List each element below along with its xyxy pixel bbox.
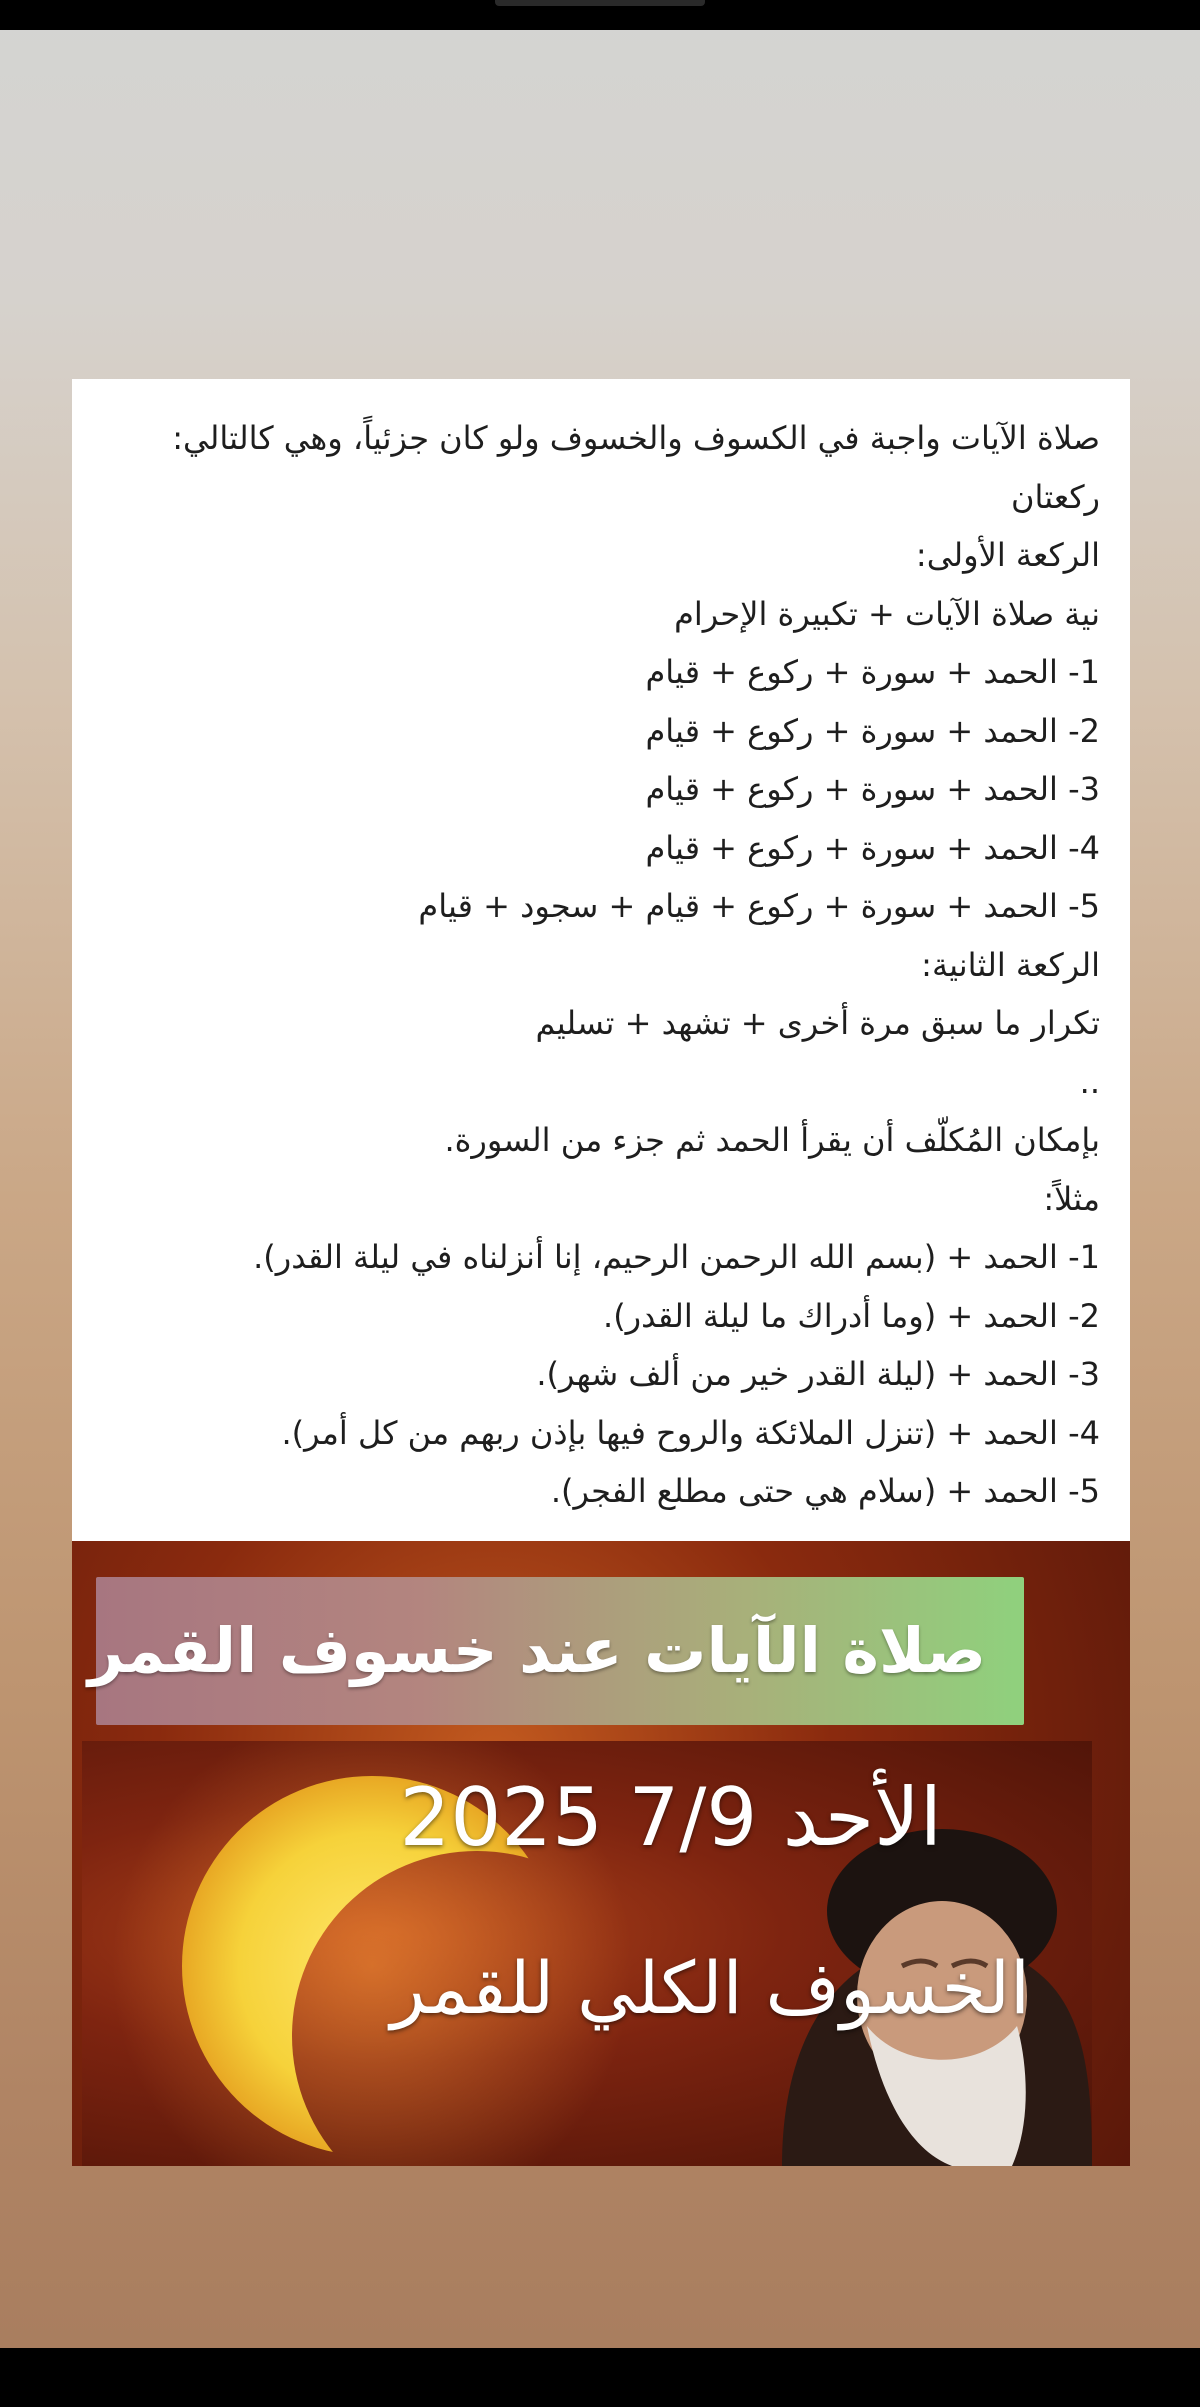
text-line-example-2: 2- الحمد + (وما أدراك ما ليلة القدر). bbox=[603, 1296, 1100, 1335]
prayer-text-lines bbox=[80, 409, 1100, 1521]
text-line-intention: نية صلاة الآيات + تكبيرة الإحرام bbox=[674, 594, 1100, 633]
prayer-text-card bbox=[72, 379, 1130, 1541]
text-line-step-4: 4- الحمد + سورة + ركوع + قيام bbox=[645, 828, 1100, 867]
bottom-navigation-bar bbox=[0, 2348, 1200, 2407]
text-line-intro: صلاة الآيات واجبة في الكسوف والخسوف ولو كان جزئياً، وهي كالتالي: bbox=[172, 419, 1100, 457]
text-line-step-1: 1- الحمد + سورة + ركوع + قيام bbox=[645, 653, 1100, 691]
text-line-step-5: 5- الحمد + سورة + ركوع + قيام + سجود + قيام bbox=[418, 887, 1100, 925]
text-line-step-2: 2- الحمد + سورة + ركوع + قيام bbox=[645, 711, 1100, 750]
text-line-first-rakat-heading: الركعة الأولى: bbox=[915, 536, 1100, 574]
poster-date: الأحد 7/9 2025 bbox=[399, 1771, 942, 1864]
eclipse-poster-image bbox=[72, 1541, 1130, 2166]
text-line-repeat: تكرار ما سبق مرة أخرى + تشهد + تسليم bbox=[535, 1004, 1100, 1042]
poster-photo bbox=[82, 1741, 1092, 2166]
poster-banner bbox=[87, 1577, 1024, 1725]
status-bar-indicator bbox=[495, 0, 705, 6]
poster-eclipse-title: الخسوف الكلي للقمر bbox=[390, 1946, 1030, 2030]
text-line-separator: .. bbox=[1079, 1062, 1100, 1101]
text-line-two-rakats: ركعتان bbox=[1010, 477, 1100, 516]
text-line-example-1: 1- الحمد + (بسم الله الرحمن الرحيم، إنا أنزلناه في ليلة القدر). bbox=[253, 1238, 1100, 1276]
text-line-example-5: 5- الحمد + (سلام هي حتى مطلع الفجر). bbox=[550, 1472, 1100, 1510]
text-line-partial-surah-note: بإمكان المُكلّف أن يقرأ الحمد ثم جزء من السورة. bbox=[444, 1121, 1100, 1159]
text-line-example-4: 4- الحمد + (تنزل الملائكة والروح فيها بإذن ربهم من كل أمر). bbox=[281, 1413, 1100, 1452]
status-bar bbox=[0, 0, 1200, 30]
text-line-step-3: 3- الحمد + سورة + ركوع + قيام bbox=[645, 770, 1100, 808]
text-line-example-heading: مثلاً: bbox=[1043, 1179, 1100, 1218]
poster-banner-title: صلاة الآيات عند خسوف القمر bbox=[87, 1614, 986, 1687]
text-line-second-rakat-heading: الركعة الثانية: bbox=[921, 945, 1100, 984]
text-line-example-3: 3- الحمد + (ليلة القدر خير من ألف شهر). bbox=[536, 1355, 1100, 1393]
